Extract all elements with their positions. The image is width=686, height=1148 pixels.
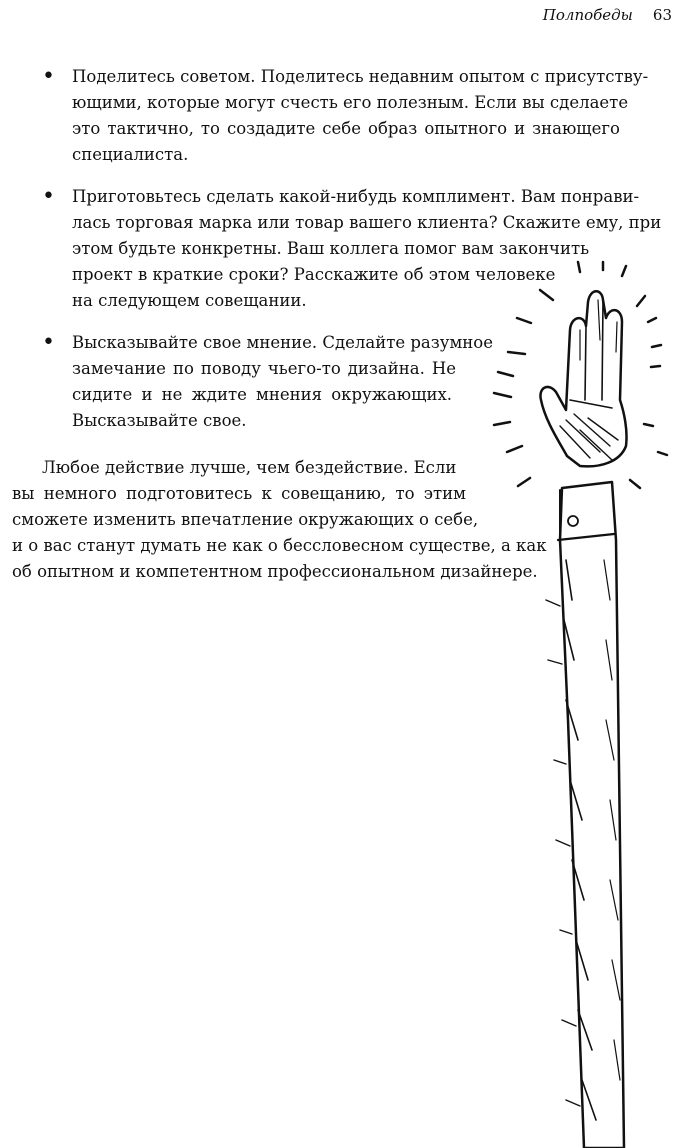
bullet-2-line-2: лась торговая марка или товар вашего клиента? Скажите ему, при [72, 213, 662, 232]
paragraph-line-3: сможете изменить впечатление окружающих о себе, [12, 510, 479, 529]
bullet-1-line-1: Поделитесь советом. Поделитесь недавним опытом с присутству- [72, 67, 649, 86]
bullet-3-line-4: Высказывайте свое. [72, 411, 247, 430]
bullet-marker: • [42, 64, 55, 89]
bullet-3-line-2: замечание по поводу чьего-то дизайна. Не [72, 359, 456, 378]
bullet-2-line-5: на следующем совещании. [72, 291, 307, 310]
chapter-title: Полпобеды [542, 6, 633, 24]
bullet-marker: • [42, 184, 55, 209]
paragraph-line-4: и о вас станут думать не как о бессловесном существе, а как [12, 536, 547, 555]
bullet-2-line-4: проект в краткие сроки? Расскажите об этом человеке [72, 265, 556, 284]
bullet-2-line-1: Приготовьтесь сделать какой-нибудь комплимент. Вам понрави- [72, 187, 640, 206]
hand [540, 291, 626, 466]
paragraph-line-5: об опытном и компетентном профессиональном дизайнере. [12, 562, 538, 581]
bullet-marker: • [42, 330, 55, 355]
bullet-1-line-4: специалиста. [72, 145, 189, 164]
arm [546, 482, 624, 1148]
page-number: 63 [652, 6, 672, 24]
paragraph-line-2: вы немного подготовитесь к совещанию, то этим [12, 484, 466, 503]
paragraph-line-1: Любое действие лучше, чем бездействие. Если [42, 458, 457, 477]
bullet-1-line-2: ющими, которые могут счесть его полезным. Если вы сделаете [72, 93, 629, 112]
bullet-1-line-3: это тактично, то создадите себе образ опытного и знающего [72, 119, 620, 138]
bullet-3-line-3: сидите и не ждите мнения окружающих. [72, 385, 452, 404]
bullet-2-line-3: этом будьте конкретны. Ваш коллега помог вам закончить [72, 239, 590, 258]
bullet-3-line-1: Высказывайте свое мнение. Сделайте разумное [72, 333, 493, 352]
